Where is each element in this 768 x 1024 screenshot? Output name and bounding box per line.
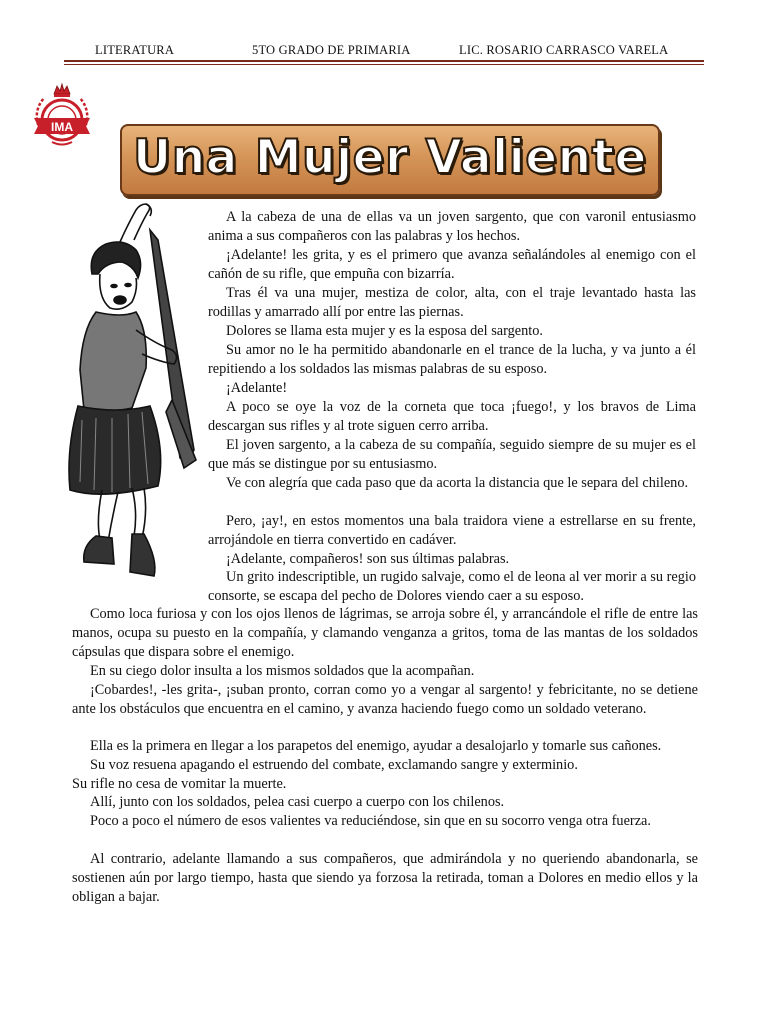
story-paragraph: ¡Adelante! bbox=[226, 380, 288, 396]
page-title: Una Mujer Valiente bbox=[133, 130, 647, 185]
page-header bbox=[64, 41, 704, 59]
story-paragraph: Como loca furiosa y con los ojos llenos de lágrimas, se arroja sobre él, y arrancándole el rifle de entre las manos, ocupa su puesto en la compañía, y clamando venganza a gritos, toma de las mantas de los soldados cápsulas que dispara sobre el enemigo. bbox=[72, 606, 698, 660]
story-paragraph: Tras él va una mujer, mestiza de color, alta, con el traje levantado hasta las rodillas y amarrado allí por entre las piernas. bbox=[208, 285, 696, 320]
header-rule bbox=[64, 60, 704, 62]
school-crest-logo bbox=[26, 82, 98, 148]
story-paragraph: Poco a poco el número de esos valientes va reduciéndose, sin que en su socorro venga otra fuerza. bbox=[90, 813, 651, 829]
story-paragraph: ¡Adelante, compañeros! son sus últimas palabras. bbox=[226, 551, 510, 567]
story-paragraph: El joven sargento, a la cabeza de su compañía, seguido siempre de su mujer es el que más se distingue por su entusiasmo. bbox=[208, 437, 696, 472]
story-paragraph: ¡Adelante! les grita, y es el primero que avanza señalándoles al enemigo con el cañón de su rifle, que empuña con bizarría. bbox=[208, 247, 696, 282]
story-paragraph: ¡Cobardes!, -les grita-, ¡suban pronto, corran como yo a vengar al sargento! y febricitante, no se detiene ante los obstáculos que encuentra en el camino, y avanza haciendo fuego como un soldado veterano. bbox=[72, 682, 698, 717]
story-paragraph: Al contrario, adelante llamando a sus compañeros, que admirándola y no queriendo abandonarla, se sostienen aún por largo tiempo, hasta que siendo ya forzosa la retirada, toman a Dolores en medio ellos y la obligan a bajar. bbox=[72, 851, 698, 905]
story-paragraph: Un grito indescriptible, un rugido salvaje, como el de leona al ver morir a su regio consorte, se escapa del pecho de Dolores viendo caer a su esposo. bbox=[208, 569, 696, 604]
story-paragraph: Su rifle no cesa de vomitar la muerte. bbox=[72, 776, 287, 792]
header-rule-thin bbox=[64, 64, 704, 65]
story-paragraph: Allí, junto con los soldados, pelea casi cuerpo a cuerpo con los chilenos. bbox=[90, 794, 505, 810]
header-subject: LITERATURA bbox=[95, 43, 175, 57]
story-paragraph: Ella es la primera en llegar a los parapetos del enemigo, ayudar a desalojarlo y tomarle sus cañones. bbox=[90, 738, 662, 754]
story-paragraph: Su amor no le ha permitido abandonarle en el trance de la lucha, y va junto a él repitiendo a los soldados las mismas palabras de su esposo. bbox=[208, 342, 696, 377]
story-paragraph: A poco se oye la voz de la corneta que toca ¡fuego!, y los bravos de Lima descargan sus rifles y al trote siguen cerro arriba. bbox=[208, 399, 696, 434]
story-paragraph: Dolores se llama esta mujer y es la esposa del sargento. bbox=[226, 323, 543, 339]
story-paragraph: A la cabeza de una de ellas va un joven sargento, que con varonil entusiasmo anima a sus compañeros con las palabras y los hechos. bbox=[208, 209, 696, 244]
story-paragraph: Pero, ¡ay!, en estos momentos una bala traidora viene a estrellarse en su frente, arrojándole en tierra convertido en cadáver. bbox=[208, 513, 696, 548]
woman-soldier-illustration bbox=[62, 200, 200, 600]
story-paragraph: Su voz resuena apagando el estruendo del combate, exclamando sangre y exterminio. bbox=[90, 757, 578, 773]
title-banner bbox=[120, 124, 660, 196]
header-teacher: LIC. ROSARIO CARRASCO VARELA bbox=[459, 43, 669, 57]
header-grade: 5TO GRADO DE PRIMARIA bbox=[252, 43, 411, 57]
story-paragraph: Ve con alegría que cada paso que da acorta la distancia que le separa del chileno. bbox=[226, 475, 689, 491]
logo-text: IMA bbox=[51, 120, 73, 134]
story-paragraph: En su ciego dolor insulta a los mismos soldados que la acompañan. bbox=[90, 663, 475, 679]
